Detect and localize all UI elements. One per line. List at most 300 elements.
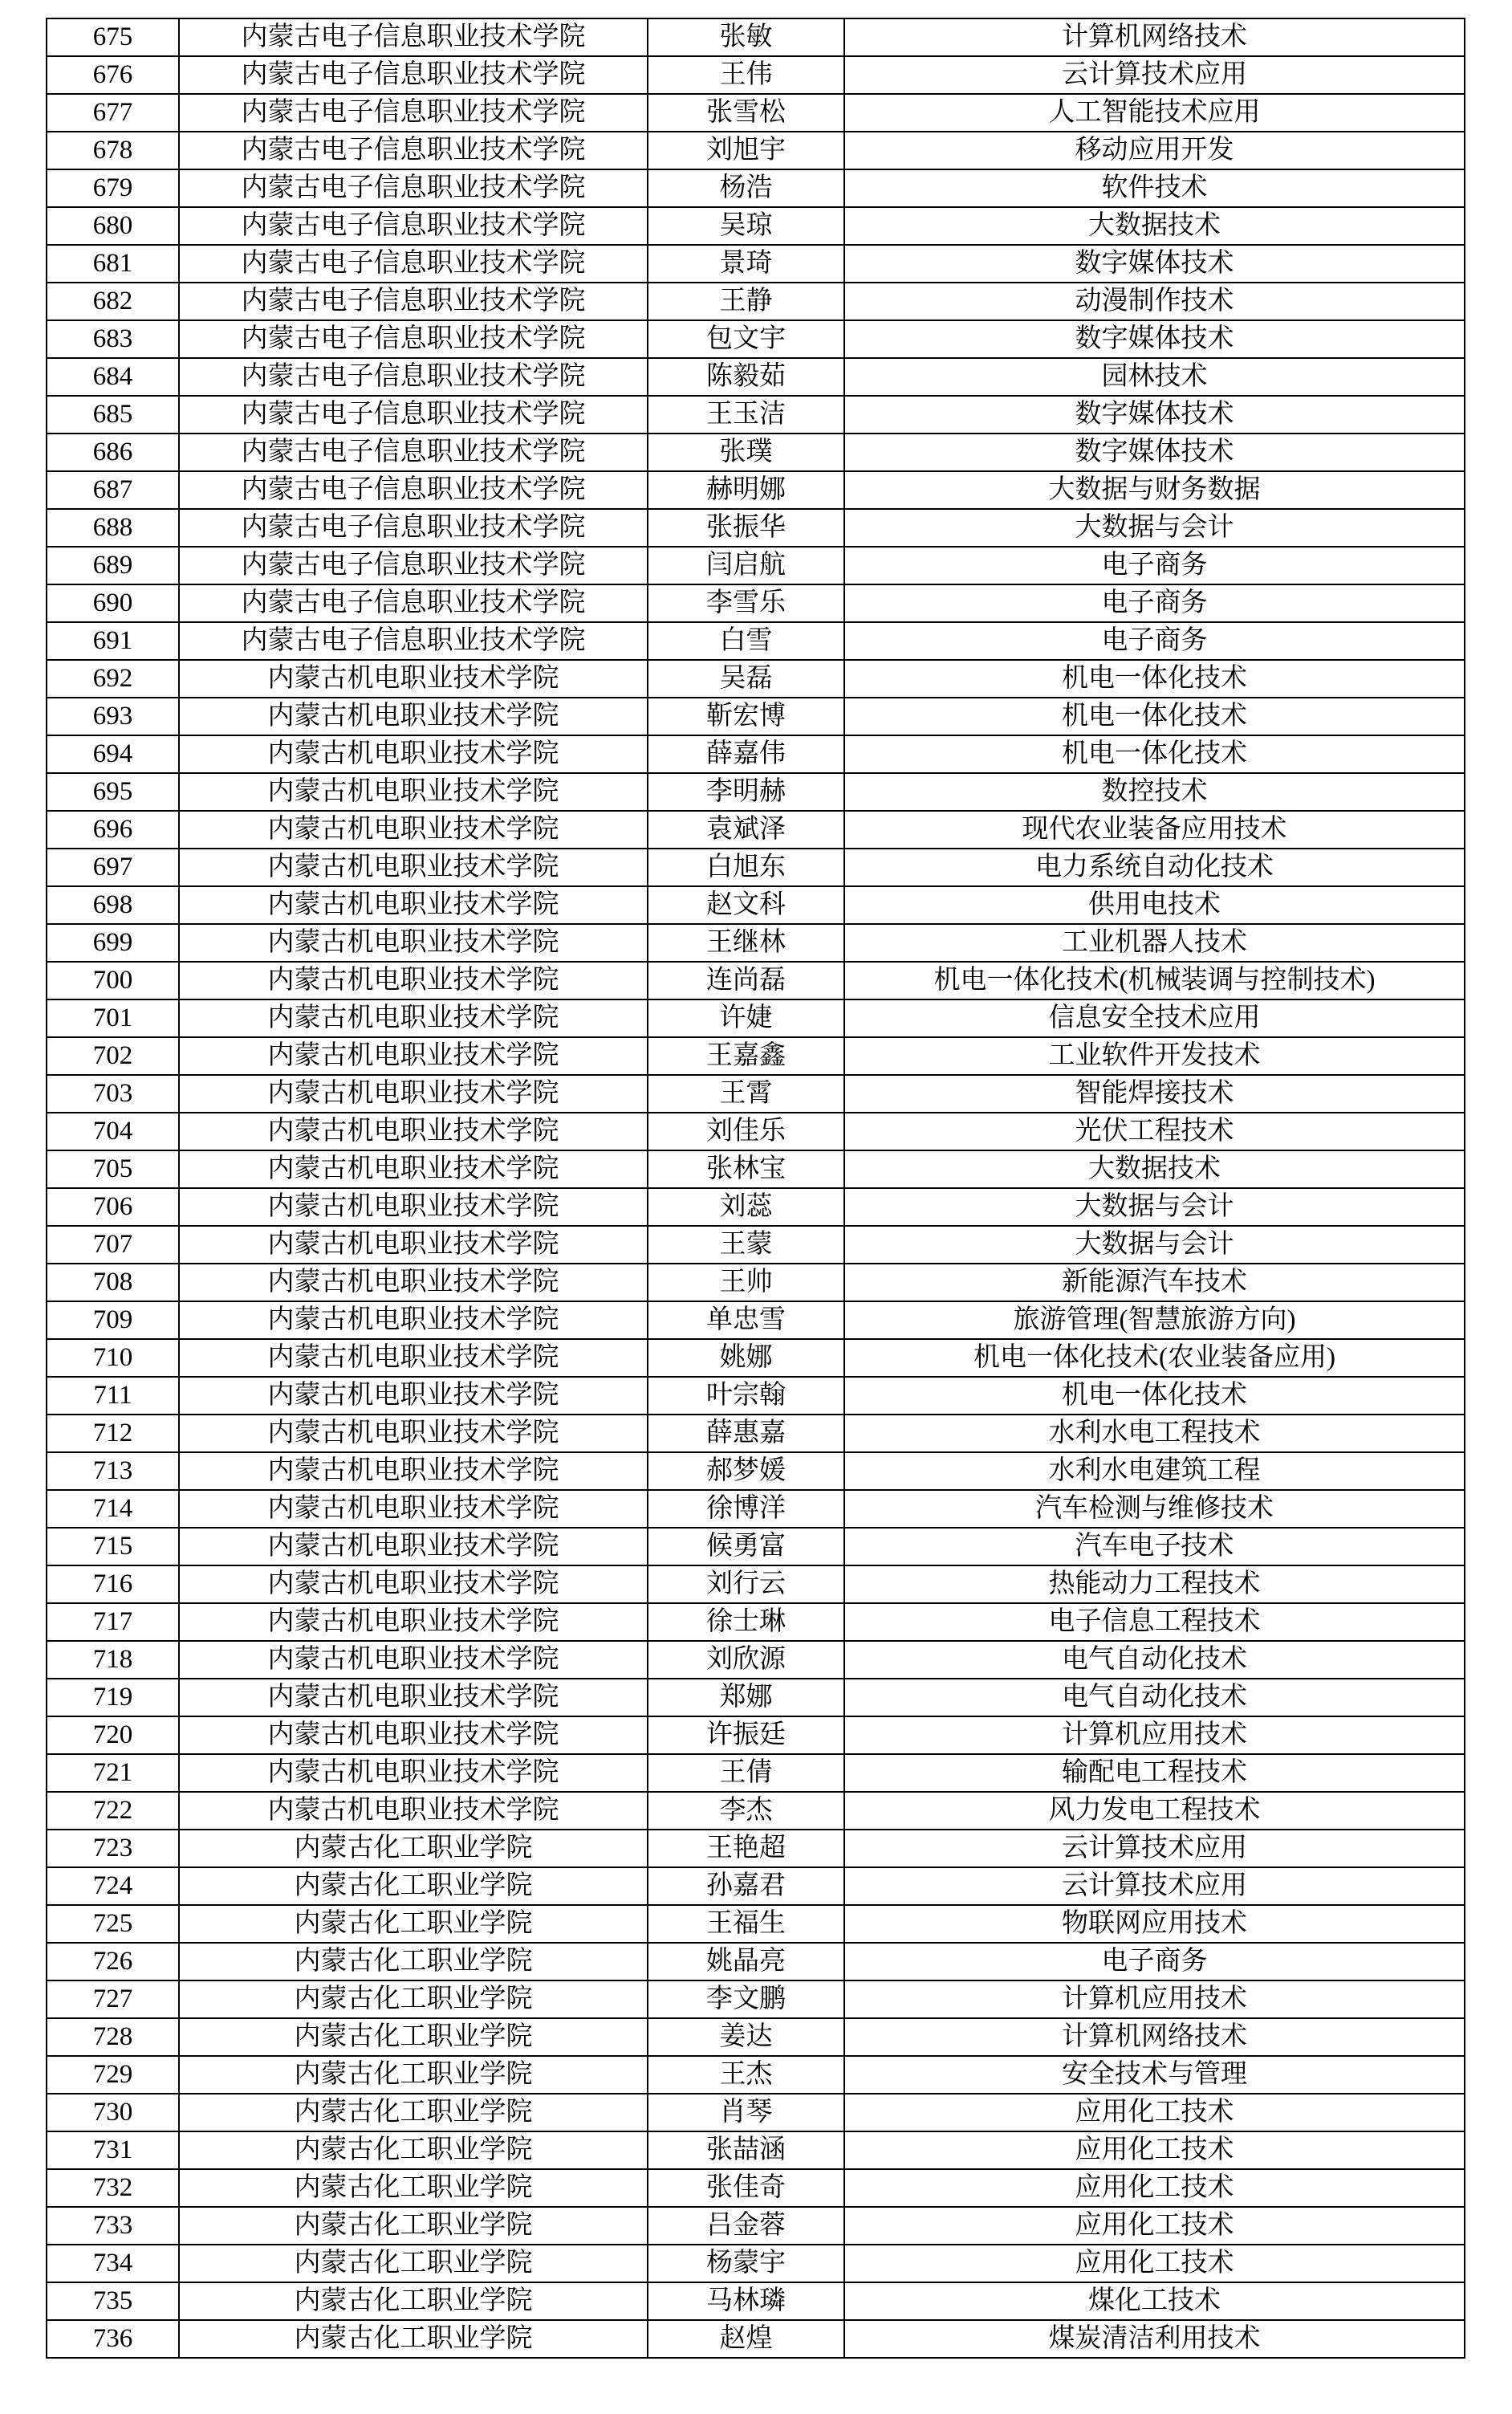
student-name-cell: 李文鹏: [648, 1980, 844, 2018]
table-row: [47, 735, 1465, 773]
row-number-cell: 716: [47, 1565, 179, 1603]
school-cell: 内蒙古电子信息职业技术学院: [179, 56, 648, 94]
school-cell: 内蒙古机电职业技术学院: [179, 1679, 648, 1716]
row-number-cell: 693: [47, 698, 179, 735]
student-name-cell: 姚晶亮: [648, 1943, 844, 1980]
row-number-cell: 676: [47, 56, 179, 94]
school-cell: 内蒙古化工职业学院: [179, 2320, 648, 2358]
table-row: [47, 1679, 1465, 1716]
major-cell: 工业机器人技术: [844, 924, 1465, 962]
table-row: [47, 1377, 1465, 1415]
school-cell: 内蒙古电子信息职业技术学院: [179, 547, 648, 584]
table-row: [47, 924, 1465, 962]
school-cell: 内蒙古机电职业技术学院: [179, 1188, 648, 1226]
table-row: [47, 1867, 1465, 1905]
student-name-cell: 张敏: [648, 18, 844, 56]
row-number-cell: 696: [47, 811, 179, 849]
row-number-cell: 690: [47, 584, 179, 622]
student-name-cell: 赵煌: [648, 2320, 844, 2358]
student-name-cell: 景琦: [648, 245, 844, 283]
row-number-cell: 705: [47, 1150, 179, 1188]
student-name-cell: 姚娜: [648, 1339, 844, 1377]
school-cell: 内蒙古机电职业技术学院: [179, 886, 648, 924]
major-cell: 应用化工技术: [844, 2169, 1465, 2207]
major-cell: 云计算技术应用: [844, 1830, 1465, 1867]
table-row: [47, 396, 1465, 434]
major-cell: 大数据技术: [844, 1150, 1465, 1188]
school-cell: 内蒙古电子信息职业技术学院: [179, 434, 648, 471]
major-cell: 物联网应用技术: [844, 1905, 1465, 1943]
row-number-cell: 702: [47, 1037, 179, 1075]
row-number-cell: 717: [47, 1603, 179, 1641]
table-row: [47, 584, 1465, 622]
table-row: [47, 547, 1465, 584]
row-number-cell: 697: [47, 849, 179, 886]
student-name-cell: 张林宝: [648, 1150, 844, 1188]
major-cell: 数控技术: [844, 773, 1465, 811]
school-cell: 内蒙古电子信息职业技术学院: [179, 245, 648, 283]
row-number-cell: 732: [47, 2169, 179, 2207]
major-cell: 云计算技术应用: [844, 56, 1465, 94]
student-name-cell: 袁斌泽: [648, 811, 844, 849]
school-cell: 内蒙古化工职业学院: [179, 1943, 648, 1980]
row-number-cell: 700: [47, 962, 179, 999]
major-cell: 机电一体化技术(机械装调与控制技术): [844, 962, 1465, 999]
major-cell: 应用化工技术: [844, 2094, 1465, 2131]
student-name-cell: 王静: [648, 283, 844, 320]
major-cell: 电子商务: [844, 584, 1465, 622]
student-name-cell: 靳宏博: [648, 698, 844, 735]
school-cell: 内蒙古机电职业技术学院: [179, 1339, 648, 1377]
major-cell: 现代农业装备应用技术: [844, 811, 1465, 849]
school-cell: 内蒙古电子信息职业技术学院: [179, 622, 648, 660]
table-row: [47, 999, 1465, 1037]
major-cell: 应用化工技术: [844, 2131, 1465, 2169]
major-cell: 应用化工技术: [844, 2207, 1465, 2245]
major-cell: 计算机应用技术: [844, 1716, 1465, 1754]
row-number-cell: 735: [47, 2282, 179, 2320]
school-cell: 内蒙古机电职业技术学院: [179, 962, 648, 999]
school-cell: 内蒙古机电职业技术学院: [179, 1792, 648, 1830]
student-name-cell: 闫启航: [648, 547, 844, 584]
table-row: [47, 245, 1465, 283]
school-cell: 内蒙古机电职业技术学院: [179, 1603, 648, 1641]
school-cell: 内蒙古机电职业技术学院: [179, 1565, 648, 1603]
student-name-cell: 连尚磊: [648, 962, 844, 999]
major-cell: 旅游管理(智慧旅游方向): [844, 1301, 1465, 1339]
row-number-cell: 682: [47, 283, 179, 320]
student-name-cell: 徐士琳: [648, 1603, 844, 1641]
row-number-cell: 698: [47, 886, 179, 924]
school-cell: 内蒙古机电职业技术学院: [179, 735, 648, 773]
table-row: [47, 1641, 1465, 1679]
student-name-cell: 王继林: [648, 924, 844, 962]
major-cell: 机电一体化技术: [844, 1377, 1465, 1415]
row-number-cell: 678: [47, 132, 179, 169]
table-row: [47, 2245, 1465, 2282]
row-number-cell: 733: [47, 2207, 179, 2245]
school-cell: 内蒙古电子信息职业技术学院: [179, 396, 648, 434]
row-number-cell: 699: [47, 924, 179, 962]
row-number-cell: 687: [47, 471, 179, 509]
table-row: [47, 1075, 1465, 1113]
school-cell: 内蒙古电子信息职业技术学院: [179, 509, 648, 547]
row-number-cell: 679: [47, 169, 179, 207]
row-number-cell: 686: [47, 434, 179, 471]
major-cell: 水利水电工程技术: [844, 1415, 1465, 1452]
table-row: [47, 1226, 1465, 1264]
school-cell: 内蒙古电子信息职业技术学院: [179, 358, 648, 396]
table-row: [47, 1565, 1465, 1603]
table-row: [47, 56, 1465, 94]
student-name-cell: 包文宇: [648, 320, 844, 358]
major-cell: 机电一体化技术(农业装备应用): [844, 1339, 1465, 1377]
student-name-cell: 陈毅茹: [648, 358, 844, 396]
row-number-cell: 692: [47, 660, 179, 698]
row-number-cell: 720: [47, 1716, 179, 1754]
student-name-cell: 薛嘉伟: [648, 735, 844, 773]
student-name-cell: 张振华: [648, 509, 844, 547]
table-row: [47, 962, 1465, 999]
table-row: [47, 622, 1465, 660]
major-cell: 工业软件开发技术: [844, 1037, 1465, 1075]
row-number-cell: 722: [47, 1792, 179, 1830]
table-row: [47, 1830, 1465, 1867]
major-cell: 电子商务: [844, 622, 1465, 660]
school-cell: 内蒙古机电职业技术学院: [179, 1037, 648, 1075]
row-number-cell: 707: [47, 1226, 179, 1264]
table-row: [47, 2018, 1465, 2056]
table-row: [47, 2056, 1465, 2094]
table-row: [47, 1603, 1465, 1641]
student-name-cell: 张璞: [648, 434, 844, 471]
student-name-cell: 王嘉鑫: [648, 1037, 844, 1075]
school-cell: 内蒙古机电职业技术学院: [179, 1490, 648, 1528]
student-name-cell: 吴琼: [648, 207, 844, 245]
table-row: [47, 283, 1465, 320]
student-name-cell: 薛惠嘉: [648, 1415, 844, 1452]
student-name-cell: 姜达: [648, 2018, 844, 2056]
student-name-cell: 徐博洋: [648, 1490, 844, 1528]
table-row: [47, 1980, 1465, 2018]
roster-table: [46, 18, 1465, 2359]
school-cell: 内蒙古机电职业技术学院: [179, 773, 648, 811]
major-cell: 大数据与会计: [844, 509, 1465, 547]
major-cell: 数字媒体技术: [844, 245, 1465, 283]
school-cell: 内蒙古机电职业技术学院: [179, 698, 648, 735]
student-name-cell: 许婕: [648, 999, 844, 1037]
major-cell: 动漫制作技术: [844, 283, 1465, 320]
table-row: [47, 1528, 1465, 1565]
student-name-cell: 张佳奇: [648, 2169, 844, 2207]
major-cell: 煤炭清洁利用技术: [844, 2320, 1465, 2358]
major-cell: 数字媒体技术: [844, 320, 1465, 358]
row-number-cell: 680: [47, 207, 179, 245]
student-name-cell: 王艳超: [648, 1830, 844, 1867]
table-row: [47, 1452, 1465, 1490]
table-row: [47, 1792, 1465, 1830]
table-row: [47, 2282, 1465, 2320]
student-name-cell: 张雪松: [648, 94, 844, 132]
table-row: [47, 1754, 1465, 1792]
major-cell: 园林技术: [844, 358, 1465, 396]
student-name-cell: 肖琴: [648, 2094, 844, 2131]
major-cell: 新能源汽车技术: [844, 1264, 1465, 1301]
roster-table-body: [47, 18, 1465, 2358]
school-cell: 内蒙古机电职业技术学院: [179, 924, 648, 962]
school-cell: 内蒙古机电职业技术学院: [179, 1452, 648, 1490]
school-cell: 内蒙古机电职业技术学院: [179, 1754, 648, 1792]
major-cell: 电子商务: [844, 547, 1465, 584]
student-name-cell: 王玉洁: [648, 396, 844, 434]
student-name-cell: 张喆涵: [648, 2131, 844, 2169]
major-cell: 信息安全技术应用: [844, 999, 1465, 1037]
student-name-cell: 王霄: [648, 1075, 844, 1113]
school-cell: 内蒙古电子信息职业技术学院: [179, 207, 648, 245]
table-row: [47, 1037, 1465, 1075]
row-number-cell: 710: [47, 1339, 179, 1377]
row-number-cell: 728: [47, 2018, 179, 2056]
student-name-cell: 王帅: [648, 1264, 844, 1301]
student-name-cell: 王伟: [648, 56, 844, 94]
major-cell: 数字媒体技术: [844, 396, 1465, 434]
major-cell: 电子信息工程技术: [844, 1603, 1465, 1641]
table-row: [47, 2169, 1465, 2207]
school-cell: 内蒙古电子信息职业技术学院: [179, 320, 648, 358]
table-row: [47, 773, 1465, 811]
row-number-cell: 706: [47, 1188, 179, 1226]
student-name-cell: 刘旭宇: [648, 132, 844, 169]
row-number-cell: 715: [47, 1528, 179, 1565]
school-cell: 内蒙古化工职业学院: [179, 2282, 648, 2320]
major-cell: 移动应用开发: [844, 132, 1465, 169]
table-row: [47, 94, 1465, 132]
table-row: [47, 2320, 1465, 2358]
student-name-cell: 许振廷: [648, 1716, 844, 1754]
student-name-cell: 刘行云: [648, 1565, 844, 1603]
student-name-cell: 白雪: [648, 622, 844, 660]
table-row: [47, 698, 1465, 735]
table-row: [47, 2207, 1465, 2245]
table-row: [47, 358, 1465, 396]
major-cell: 大数据与财务数据: [844, 471, 1465, 509]
school-cell: 内蒙古电子信息职业技术学院: [179, 471, 648, 509]
school-cell: 内蒙古化工职业学院: [179, 2207, 648, 2245]
table-row: [47, 1150, 1465, 1188]
table-row: [47, 509, 1465, 547]
row-number-cell: 677: [47, 94, 179, 132]
table-row: [47, 811, 1465, 849]
major-cell: 供用电技术: [844, 886, 1465, 924]
school-cell: 内蒙古机电职业技术学院: [179, 1528, 648, 1565]
table-row: [47, 849, 1465, 886]
major-cell: 云计算技术应用: [844, 1867, 1465, 1905]
table-row: [47, 1943, 1465, 1980]
table-row: [47, 471, 1465, 509]
table-row: [47, 2094, 1465, 2131]
school-cell: 内蒙古机电职业技术学院: [179, 1377, 648, 1415]
major-cell: 计算机网络技术: [844, 2018, 1465, 2056]
school-cell: 内蒙古机电职业技术学院: [179, 1113, 648, 1150]
school-cell: 内蒙古化工职业学院: [179, 2245, 648, 2282]
table-row: [47, 1415, 1465, 1452]
row-number-cell: 726: [47, 1943, 179, 1980]
major-cell: 机电一体化技术: [844, 698, 1465, 735]
row-number-cell: 711: [47, 1377, 179, 1415]
row-number-cell: 712: [47, 1415, 179, 1452]
row-number-cell: 685: [47, 396, 179, 434]
major-cell: 电子商务: [844, 1943, 1465, 1980]
major-cell: 输配电工程技术: [844, 1754, 1465, 1792]
school-cell: 内蒙古化工职业学院: [179, 1867, 648, 1905]
table-row: [47, 660, 1465, 698]
table-row: [47, 1264, 1465, 1301]
major-cell: 大数据与会计: [844, 1226, 1465, 1264]
school-cell: 内蒙古电子信息职业技术学院: [179, 584, 648, 622]
student-name-cell: 孙嘉君: [648, 1867, 844, 1905]
school-cell: 内蒙古化工职业学院: [179, 2056, 648, 2094]
student-name-cell: 王倩: [648, 1754, 844, 1792]
school-cell: 内蒙古化工职业学院: [179, 2018, 648, 2056]
major-cell: 汽车检测与维修技术: [844, 1490, 1465, 1528]
school-cell: 内蒙古化工职业学院: [179, 2094, 648, 2131]
major-cell: 机电一体化技术: [844, 735, 1465, 773]
row-number-cell: 729: [47, 2056, 179, 2094]
row-number-cell: 681: [47, 245, 179, 283]
row-number-cell: 691: [47, 622, 179, 660]
school-cell: 内蒙古机电职业技术学院: [179, 1150, 648, 1188]
table-row: [47, 18, 1465, 56]
student-name-cell: 杨浩: [648, 169, 844, 207]
student-name-cell: 马林璘: [648, 2282, 844, 2320]
table-row: [47, 1490, 1465, 1528]
table-row: [47, 207, 1465, 245]
table-row: [47, 1905, 1465, 1943]
major-cell: 大数据与会计: [844, 1188, 1465, 1226]
school-cell: 内蒙古电子信息职业技术学院: [179, 283, 648, 320]
table-row: [47, 1113, 1465, 1150]
row-number-cell: 714: [47, 1490, 179, 1528]
student-name-cell: 李杰: [648, 1792, 844, 1830]
row-number-cell: 709: [47, 1301, 179, 1339]
school-cell: 内蒙古化工职业学院: [179, 2131, 648, 2169]
table-row: [47, 320, 1465, 358]
row-number-cell: 718: [47, 1641, 179, 1679]
table-row: [47, 169, 1465, 207]
student-name-cell: 吕金蓉: [648, 2207, 844, 2245]
row-number-cell: 721: [47, 1754, 179, 1792]
school-cell: 内蒙古机电职业技术学院: [179, 1716, 648, 1754]
major-cell: 应用化工技术: [844, 2245, 1465, 2282]
student-name-cell: 刘佳乐: [648, 1113, 844, 1150]
row-number-cell: 734: [47, 2245, 179, 2282]
row-number-cell: 725: [47, 1905, 179, 1943]
student-name-cell: 赫明娜: [648, 471, 844, 509]
row-number-cell: 719: [47, 1679, 179, 1716]
student-name-cell: 李雪乐: [648, 584, 844, 622]
major-cell: 人工智能技术应用: [844, 94, 1465, 132]
school-cell: 内蒙古机电职业技术学院: [179, 999, 648, 1037]
student-name-cell: 吴磊: [648, 660, 844, 698]
row-number-cell: 689: [47, 547, 179, 584]
student-name-cell: 赵文科: [648, 886, 844, 924]
school-cell: 内蒙古机电职业技术学院: [179, 811, 648, 849]
row-number-cell: 730: [47, 2094, 179, 2131]
row-number-cell: 688: [47, 509, 179, 547]
table-row: [47, 1301, 1465, 1339]
student-name-cell: 刘欣源: [648, 1641, 844, 1679]
student-name-cell: 郝梦媛: [648, 1452, 844, 1490]
row-number-cell: 683: [47, 320, 179, 358]
school-cell: 内蒙古化工职业学院: [179, 1830, 648, 1867]
student-name-cell: 杨蒙宇: [648, 2245, 844, 2282]
table-row: [47, 2131, 1465, 2169]
table-row: [47, 132, 1465, 169]
school-cell: 内蒙古电子信息职业技术学院: [179, 132, 648, 169]
major-cell: 光伏工程技术: [844, 1113, 1465, 1150]
major-cell: 软件技术: [844, 169, 1465, 207]
major-cell: 煤化工技术: [844, 2282, 1465, 2320]
row-number-cell: 731: [47, 2131, 179, 2169]
student-name-cell: 单忠雪: [648, 1301, 844, 1339]
row-number-cell: 675: [47, 18, 179, 56]
student-name-cell: 王杰: [648, 2056, 844, 2094]
major-cell: 电气自动化技术: [844, 1679, 1465, 1716]
table-row: [47, 1188, 1465, 1226]
table-row: [47, 1339, 1465, 1377]
student-name-cell: 王蒙: [648, 1226, 844, 1264]
school-cell: 内蒙古机电职业技术学院: [179, 849, 648, 886]
school-cell: 内蒙古机电职业技术学院: [179, 1075, 648, 1113]
major-cell: 机电一体化技术: [844, 660, 1465, 698]
student-name-cell: 王福生: [648, 1905, 844, 1943]
school-cell: 内蒙古机电职业技术学院: [179, 1415, 648, 1452]
major-cell: 汽车电子技术: [844, 1528, 1465, 1565]
row-number-cell: 724: [47, 1867, 179, 1905]
row-number-cell: 684: [47, 358, 179, 396]
major-cell: 安全技术与管理: [844, 2056, 1465, 2094]
row-number-cell: 708: [47, 1264, 179, 1301]
table-row: [47, 1716, 1465, 1754]
row-number-cell: 695: [47, 773, 179, 811]
school-cell: 内蒙古机电职业技术学院: [179, 1226, 648, 1264]
row-number-cell: 694: [47, 735, 179, 773]
major-cell: 水利水电建筑工程: [844, 1452, 1465, 1490]
table-row: [47, 886, 1465, 924]
student-name-cell: 叶宗翰: [648, 1377, 844, 1415]
school-cell: 内蒙古化工职业学院: [179, 1905, 648, 1943]
school-cell: 内蒙古电子信息职业技术学院: [179, 18, 648, 56]
school-cell: 内蒙古化工职业学院: [179, 1980, 648, 2018]
school-cell: 内蒙古电子信息职业技术学院: [179, 169, 648, 207]
student-name-cell: 白旭东: [648, 849, 844, 886]
major-cell: 电力系统自动化技术: [844, 849, 1465, 886]
table-row: [47, 434, 1465, 471]
school-cell: 内蒙古机电职业技术学院: [179, 1264, 648, 1301]
major-cell: 智能焊接技术: [844, 1075, 1465, 1113]
student-name-cell: 李明赫: [648, 773, 844, 811]
row-number-cell: 736: [47, 2320, 179, 2358]
major-cell: 计算机网络技术: [844, 18, 1465, 56]
major-cell: 电气自动化技术: [844, 1641, 1465, 1679]
student-name-cell: 候勇富: [648, 1528, 844, 1565]
school-cell: 内蒙古机电职业技术学院: [179, 1641, 648, 1679]
row-number-cell: 727: [47, 1980, 179, 2018]
row-number-cell: 723: [47, 1830, 179, 1867]
student-name-cell: 刘蕊: [648, 1188, 844, 1226]
major-cell: 数字媒体技术: [844, 434, 1465, 471]
row-number-cell: 704: [47, 1113, 179, 1150]
